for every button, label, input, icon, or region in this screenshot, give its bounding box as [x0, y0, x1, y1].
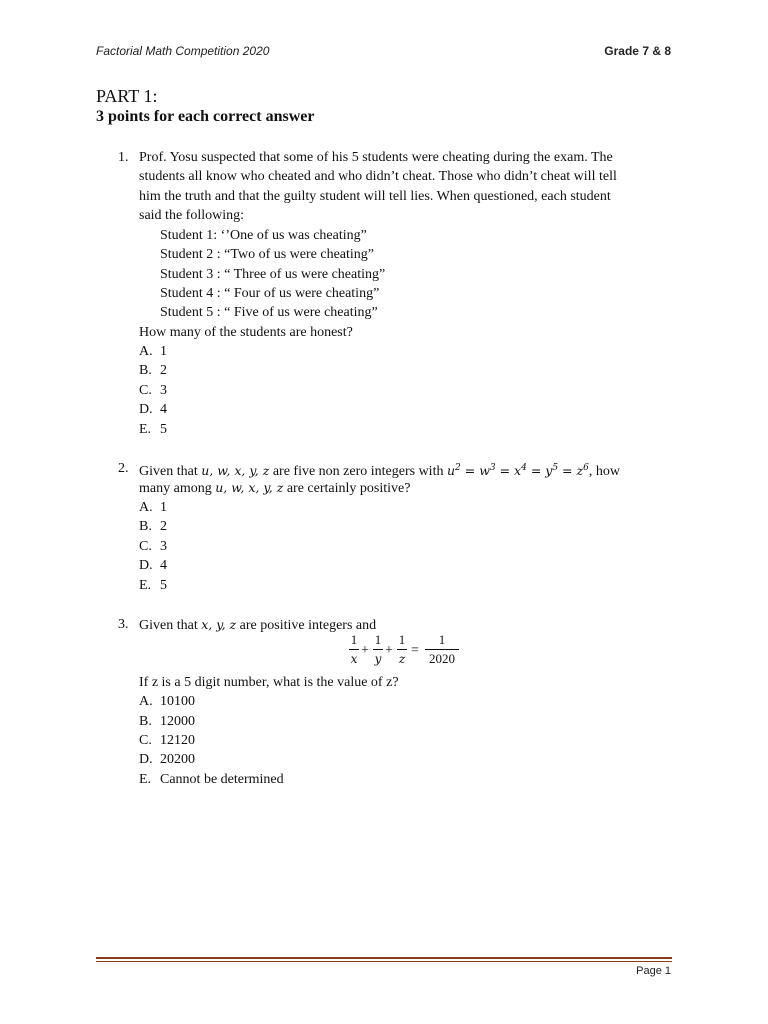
option-letter: A. [139, 500, 153, 515]
option-text: 3 [160, 539, 167, 554]
part-title: PART 1: [96, 86, 158, 106]
option-text: 5 [160, 578, 167, 593]
option-text: 2 [160, 363, 167, 378]
option-text: 4 [160, 402, 167, 417]
option-letter: C. [139, 733, 152, 748]
fraction-1-over-y: 1 y [374, 632, 382, 666]
option-letter: A. [139, 694, 153, 709]
option-text: 2 [160, 519, 167, 534]
question-text-line: Given that u, w, x, y, z are five non zero integers with $u^2 = w^3 = x^4 = y^5 = z^6$, how [139, 463, 620, 480]
option-letter: B. [139, 714, 152, 729]
fraction-1-over-z: 1 z [398, 632, 406, 666]
part-subtitle: 3 points for each correct answer [96, 108, 315, 125]
question-text-line: said the following: [139, 208, 244, 223]
option-text: 12000 [160, 714, 195, 729]
question-number: 1. [118, 150, 129, 165]
equals-sign: = [411, 643, 419, 658]
option-text: 1 [160, 344, 167, 359]
plus-sign: + [385, 643, 393, 658]
fraction-1-over-2020: 1 2020 [425, 632, 459, 667]
option-letter: D. [139, 402, 153, 417]
question-prompt: If z is a 5 digit number, what is the value of z? [139, 675, 399, 690]
question-prompt: How many of the students are honest? [139, 325, 353, 340]
question-text-line: Prof. Yosu suspected that some of his 5 students were cheating during the exam. The [139, 150, 613, 165]
option-letter: E. [139, 422, 152, 437]
footer-rule [96, 957, 672, 959]
option-letter: A. [139, 344, 153, 359]
question-text-line: Given that x, y, z are positive integers and [139, 617, 377, 633]
option-text: 10100 [160, 694, 195, 709]
option-text: 3 [160, 383, 167, 398]
student-statement: Student 1: ‘’One of us was cheating” [160, 228, 367, 243]
header-grade: Grade 7 & 8 [604, 44, 671, 58]
option-letter: E. [139, 578, 152, 593]
plus-sign: + [361, 643, 369, 658]
question-text-line: him the truth and that the guilty student will tell lies. When questioned, each student [139, 189, 611, 204]
page-number: Page 1 [636, 965, 671, 977]
option-letter: D. [139, 752, 153, 767]
option-letter: E. [139, 772, 152, 787]
question-text-line: many among u, w, x, y, z are certainly positive? [139, 480, 411, 496]
student-statement: Student 5 : “ Five of us were cheating” [160, 305, 378, 320]
option-text: Cannot be determined [160, 772, 284, 787]
student-statement: Student 4 : “ Four of us were cheating” [160, 286, 380, 301]
student-statement: Student 2 : “Two of us were cheating” [160, 247, 375, 262]
question-text-line: students all know who cheated and who didn’t cheat. Those who didn’t cheat will tell [139, 169, 617, 184]
option-letter: C. [139, 383, 152, 398]
option-letter: B. [139, 519, 152, 534]
footer-rule-thin [96, 961, 672, 962]
student-statement: Student 3 : “ Three of us were cheating” [160, 267, 386, 282]
option-text: 5 [160, 422, 167, 437]
option-letter: D. [139, 558, 153, 573]
option-text: 20200 [160, 752, 195, 767]
option-text: 12120 [160, 733, 195, 748]
fraction-1-over-x: 1 x [350, 632, 358, 666]
option-letter: B. [139, 363, 152, 378]
question-number: 2. [118, 461, 129, 476]
option-letter: C. [139, 539, 152, 554]
header-competition-title: Factorial Math Competition 2020 [96, 44, 270, 58]
question-number: 3. [118, 617, 129, 632]
option-text: 1 [160, 500, 167, 515]
option-text: 4 [160, 558, 167, 573]
